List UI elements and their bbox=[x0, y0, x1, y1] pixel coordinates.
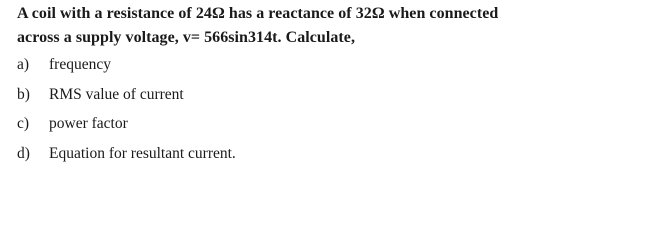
question-part-a bbox=[17, 50, 649, 80]
question-parts-list bbox=[17, 50, 649, 168]
stem-line-1: A coil with a resistance of 24Ω has a reactance of 32Ω when connected bbox=[17, 5, 499, 22]
part-c-text: power factor bbox=[49, 115, 128, 132]
question-part-c bbox=[17, 109, 649, 139]
question-part-d bbox=[17, 139, 649, 169]
part-b-text: RMS value of current bbox=[49, 85, 184, 103]
part-d-text: Equation for resultant current. bbox=[49, 144, 236, 162]
problem-stem bbox=[17, 2, 649, 50]
part-a-text: frequency bbox=[49, 56, 111, 73]
stem-line-2: across a supply voltage, v= 566sin314t. Calculate, bbox=[17, 29, 355, 46]
problem-statement bbox=[17, 2, 649, 168]
part-b-marker: b) bbox=[17, 85, 30, 103]
part-c-marker: c) bbox=[17, 115, 30, 132]
part-d-marker: d) bbox=[17, 144, 30, 162]
question-part-b bbox=[17, 80, 649, 110]
part-a-marker: a) bbox=[17, 56, 30, 73]
